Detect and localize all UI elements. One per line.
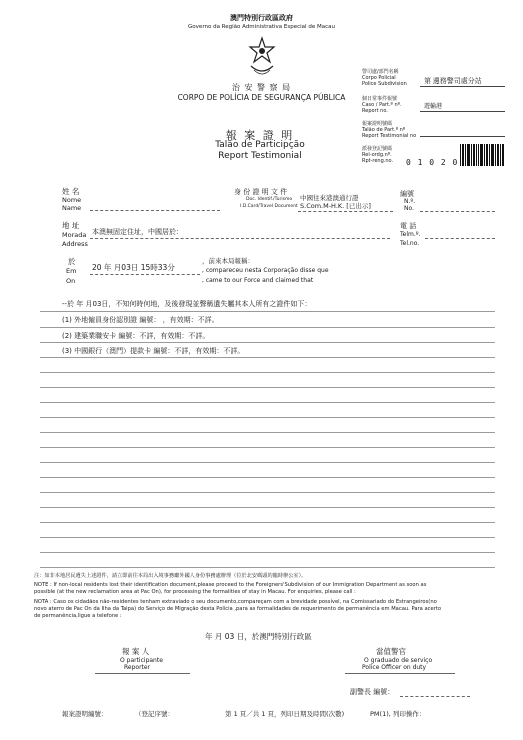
report-no-label-pt: Caso / Part.º nº. — [362, 102, 402, 108]
id-doc-label-cn: 身 份 證 明 文 件 — [234, 188, 288, 196]
id-doc-label-en: I.D.Card/Travel Document — [240, 204, 298, 209]
address-label-cn: 地 址 — [62, 221, 80, 230]
deputy-chief-label: 副警長 編號： — [350, 688, 395, 696]
subdivision-value: 第 邊務警司處分站 — [424, 77, 482, 85]
police-title-pt: CORPO DE POLÍCIA DE SEGURANÇA PÚBLICA — [177, 93, 346, 102]
subdivision-label-en: Police Subdivision — [362, 81, 407, 87]
testimonial-no-label-pt: Talão de Part.º nº — [362, 127, 406, 133]
tel-label-cn: 電 話 — [400, 222, 417, 230]
id-number-label-pt: N.º. — [404, 198, 416, 205]
register-no-label-en: Rpt-reng.no. — [362, 158, 394, 164]
name-label-en: Name — [62, 204, 82, 212]
id-doc-value-2: S.Com.M-H.K. [已出示] — [300, 202, 371, 210]
date-label-cn: 於 — [68, 257, 76, 266]
note-pt-line-1: NOTA : Caso os cidadãos não-residentes tenham extraviado o seu documento,compareçam com a brevidade possível, na Comissariado do Estrangeiros(no — [34, 599, 437, 605]
note-en-line-1: NOTE : If non-local residents lost their identification document,please proceed to the Foreigners'Subdivision of our Immigration Department as soon as — [34, 582, 427, 588]
form-title-pt: Talão de Participção — [215, 140, 305, 150]
bottom-register-label: （登記序號： — [135, 710, 174, 718]
lost-item-2: (2) 建築業職安卡 編號：不詳，有效期：不詳。 — [62, 332, 210, 340]
register-no-label-cn: 派發登記號碼 — [362, 146, 393, 152]
officer-label-pt: O graduado de serviço — [364, 657, 433, 664]
barcode-icon — [460, 144, 504, 166]
subdivision-label-cn: 警司處/部門名稱 — [362, 69, 399, 75]
form-title-en: Report Testimonial — [218, 151, 302, 161]
address-value: 本澳無固定住址，中國居於： — [92, 228, 183, 236]
bottom-report-no-label: 報案證明編號： — [62, 710, 108, 718]
id-doc-label-pt: Doc. Identif./Turismo — [246, 197, 293, 202]
testimonial-no-label-cn: 報案證明號碼 — [362, 121, 393, 127]
report-no-label-en: Report no. — [362, 108, 388, 114]
government-title-cn: 澳門特別行政區政府 — [230, 14, 293, 22]
psp-star-emblem-icon — [248, 36, 276, 80]
note-pt-line-3: de permanência,ligue a telefone : — [34, 613, 122, 619]
register-no-value: 0 1 0 2 0 — [406, 158, 459, 167]
name-label-cn: 姓 名 — [62, 187, 80, 196]
note-en-line-2: possible (at the new reclamation area at Pac On), for processing the formalities of stay in Macau. For enquiries, please call : — [34, 589, 356, 595]
address-label-pt: Morada — [62, 231, 87, 239]
reporter-label-en: Reporter — [124, 664, 151, 671]
id-doc-value-1: 中國往來港澳通行證 — [300, 194, 359, 202]
officer-label-cn: 當值警官 — [376, 647, 406, 656]
id-number-label-en: No. — [404, 205, 414, 212]
note-cn: 注：如非本地居民遺失上述證件，請立即前往本局出入境事務廳外國人身份事務處辦理（位於北安碼頭的臨時辦公室）。 — [34, 573, 307, 579]
lost-item-3: (3) 中國銀行（澳門）提款卡 編號：不詳，有效期：不詳。 — [62, 347, 245, 355]
register-no-label-pt: Rel-ordg.nº. — [362, 152, 392, 158]
lost-item-1: (1) 外地僱員身份認別證 編號： ，有效期：不詳。 — [62, 316, 219, 324]
form-title-cn: 報 案 證 明 — [225, 129, 295, 142]
police-title-cn: 治 安 警 察 局 — [231, 83, 292, 92]
bottom-page-info: 第 1 頁／共 1 頁，列印日期及時間(次數) — [225, 710, 345, 718]
bottom-print-operator: PM(1), 列印操作： — [370, 710, 426, 718]
date-label-pt: Em — [66, 267, 77, 275]
report-date-value: 20 年 月03日 15時33分 — [92, 263, 175, 272]
issue-date-line: 年 月 03 日，於澳門特別行政區 — [205, 632, 312, 641]
statement-lead-en: , came to our Force and claimed that — [202, 277, 314, 284]
testimonial-no-label-en: Report Testimonial no — [362, 133, 417, 139]
report-no-label-cn: 個日常事件報號 — [362, 96, 398, 102]
tel-label-pt: Telm.º. — [400, 231, 421, 238]
reporter-label-cn: 報 案 人 — [122, 647, 150, 656]
note-pt-line-2: novo aterro de Pac On da Ilha da Taipa) do Serviço de Migração desta Polícia ,para as formalidades de requerimento de permanência em Macau. Para acerto — [34, 606, 442, 612]
subdivision-label-pt: Corpo Policial — [362, 75, 396, 81]
statement-intro: --於 年 月03日，不知何時何地，及後發現並聲稱遺失屬其本人所有之證件如下： — [62, 300, 312, 308]
date-label-en: On — [66, 277, 76, 285]
name-label-pt: Nome — [62, 196, 82, 204]
report-no-value: 遊輸港 — [424, 104, 443, 110]
government-title-pt: Governo da Região Administrativa Especial de Macau — [188, 24, 335, 30]
officer-label-en: Police Officer on duty — [362, 664, 427, 671]
reporter-label-pt: O participante — [120, 657, 163, 664]
statement-lead-pt: , compareceu nesta Corporação disse que — [202, 267, 329, 274]
address-label-en: Address — [62, 240, 88, 248]
id-number-label-cn: 編號 — [400, 190, 414, 198]
statement-lead-cn: ，前來本局報稱： — [202, 257, 254, 265]
tel-label-en: Tel.no. — [400, 240, 420, 247]
